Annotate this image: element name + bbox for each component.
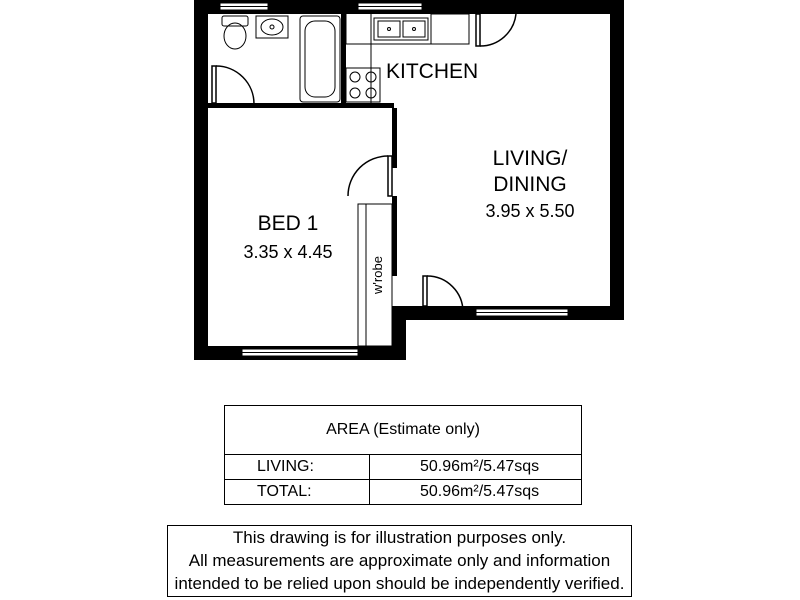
doors xyxy=(212,14,516,312)
area-table xyxy=(224,405,582,505)
area-table-title: AREA (Estimate only) xyxy=(225,406,582,455)
living-label-line2: DINING xyxy=(493,173,567,196)
wardrobe-label: w'robe xyxy=(370,256,385,294)
disclaimer-line: intended to be relied upon should be independently verified. xyxy=(174,574,625,593)
bathroom-fixtures xyxy=(222,16,340,102)
bed1-dimensions: 3.35 x 4.45 xyxy=(243,242,333,262)
area-value: 50.96m²/5.47sqs xyxy=(370,455,582,480)
area-label: TOTAL: xyxy=(225,480,370,505)
living-label-line1: LIVING/ xyxy=(492,147,568,170)
disclaimer-line: This drawing is for illustration purposes only. xyxy=(232,528,567,547)
door-bathroom xyxy=(212,66,254,104)
door-bed1 xyxy=(348,156,392,196)
area-value: 50.96m²/5.47sqs xyxy=(370,480,582,505)
interior-walls xyxy=(208,14,397,276)
bed1-label: BED 1 xyxy=(257,212,319,235)
area-row-total xyxy=(225,480,582,505)
kitchen-label: KITCHEN xyxy=(386,60,479,83)
toilet-cistern xyxy=(222,16,248,26)
toilet-bowl xyxy=(224,23,246,49)
stove-burner xyxy=(350,88,360,98)
area-row-living xyxy=(225,455,582,480)
stove xyxy=(346,68,380,102)
stove-burner xyxy=(350,72,360,82)
kitchen-fixtures xyxy=(346,14,469,103)
fridge-space xyxy=(431,14,469,44)
area-label: LIVING: xyxy=(225,455,370,480)
disclaimer-box xyxy=(167,525,632,597)
basin-bowl xyxy=(261,19,283,35)
door-entry xyxy=(476,14,516,46)
disclaimer-line: All measurements are approximate only and information xyxy=(188,551,611,570)
living-dimensions: 3.95 x 5.50 xyxy=(485,201,575,221)
bathtub xyxy=(300,16,340,102)
